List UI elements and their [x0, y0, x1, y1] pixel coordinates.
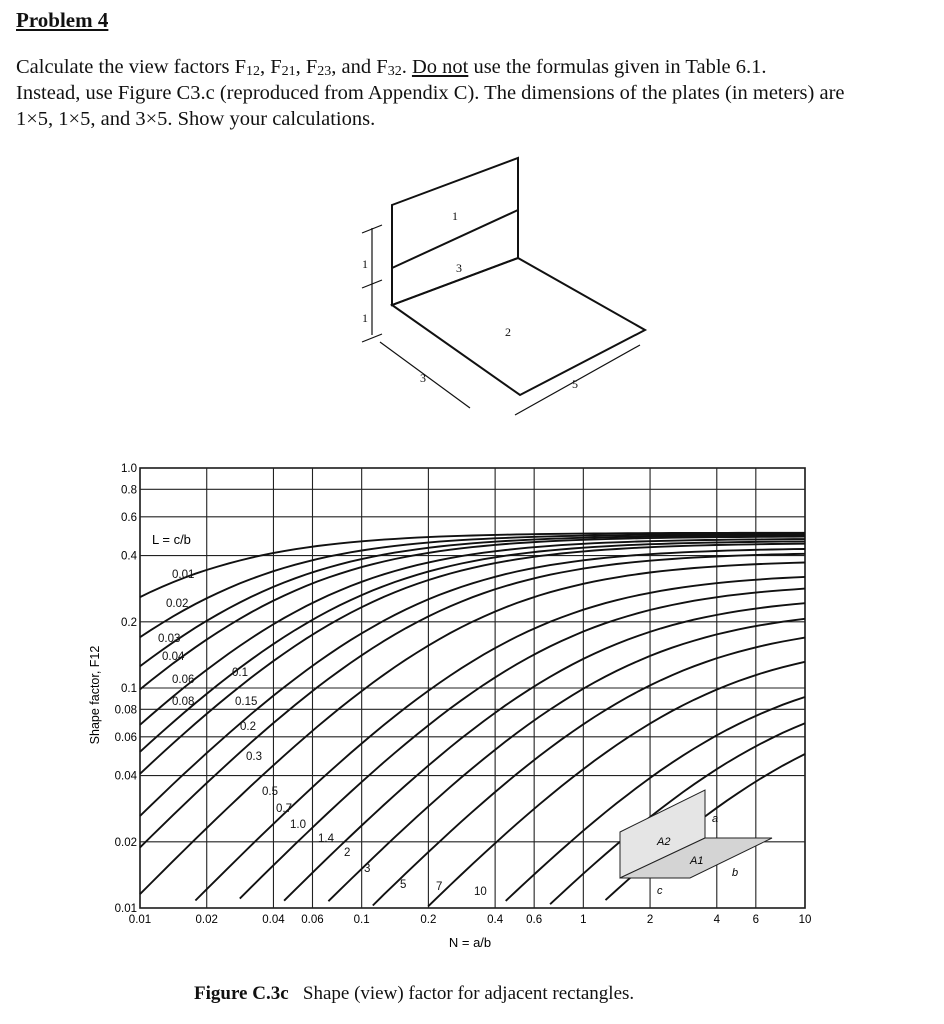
series-label-0.5: 0.5 [262, 786, 278, 798]
curve-L-1.4 [328, 619, 805, 901]
x-tick-label: 0.06 [301, 914, 324, 926]
statement-text: Instead, use Figure C3.c (reproduced from Appendix C). The dimensions of the plates (in meters) are [16, 82, 845, 104]
series-labels [158, 569, 487, 898]
x-tick-label: 0.4 [487, 914, 504, 926]
symbol-f23-sub: 23 [317, 64, 332, 79]
curve-L-0.1 [140, 544, 805, 774]
series-label-0.04: 0.04 [162, 651, 185, 663]
series-label-0.08: 0.08 [172, 696, 195, 708]
series-label-0.06: 0.06 [172, 674, 195, 686]
problem-title: Problem 4 [16, 8, 109, 32]
y-tick-label: 0.04 [114, 770, 137, 783]
y-tick-labels [115, 463, 138, 915]
sketch-label-h1: 1 [362, 257, 368, 271]
y-tick-label: 0.06 [114, 731, 137, 744]
y-axis-label: Shape factor, F12 [88, 645, 102, 745]
series-label-0.1: 0.1 [232, 667, 248, 679]
series-label-0.01: 0.01 [172, 569, 195, 581]
separator: . [401, 56, 412, 78]
x-tick-label: 2 [646, 914, 654, 926]
series-label-10: 10 [474, 886, 487, 898]
series-label-0.02: 0.02 [166, 598, 189, 610]
symbol-f12: F [234, 56, 246, 78]
x-tick-label: 0.1 [353, 914, 370, 926]
y-tick-label: 0.08 [114, 704, 137, 717]
series-label-0.7: 0.7 [276, 803, 292, 815]
x-tick-label: 0.01 [128, 914, 152, 926]
statement-text: Calculate the view factors [16, 56, 235, 78]
inset-diagram [620, 790, 772, 897]
x-tick-label: 4 [713, 914, 720, 926]
x-tick-label: 0.6 [526, 914, 543, 926]
statement-text: use the formulas given in Table 6.1. [468, 56, 767, 78]
y-tick-label: 1.0 [121, 463, 137, 475]
y-tick-label: 0.2 [121, 616, 137, 629]
symbol-f12-sub: 12 [245, 64, 260, 79]
y-tick-label: 0.8 [121, 484, 137, 497]
emphasis-do-not: Do not [411, 56, 469, 78]
x-tick-label: 1 [580, 914, 587, 926]
inset-label-a: a [712, 813, 719, 825]
sketch-label-floor: 2 [505, 325, 511, 339]
separator: , [295, 56, 306, 78]
legend-title: L = c/b [152, 532, 191, 547]
separator: , and [331, 56, 377, 78]
x-tick-label: 0.2 [420, 914, 437, 926]
y-tick-label: 0.6 [121, 511, 137, 524]
series-label-7: 7 [436, 881, 443, 893]
statement-text: 1×5, 1×5, and 3×5. Show your calculations. [16, 108, 376, 130]
figure-caption [194, 983, 634, 1005]
x-tick-label: 6 [752, 914, 760, 926]
x-tick-labels [129, 914, 812, 926]
inset-label-a1: A1 [690, 855, 704, 867]
separator: , [259, 56, 271, 78]
series-label-0.3: 0.3 [246, 751, 262, 763]
y-tick-label: 0.4 [121, 550, 137, 563]
series-label-5: 5 [400, 879, 407, 891]
series-label-0.15: 0.15 [235, 696, 258, 708]
inset-label-c: c [657, 885, 663, 897]
series-label-2: 2 [344, 847, 351, 859]
series-label-0.2: 0.2 [240, 721, 256, 733]
x-axis-label: N = a/b [448, 935, 492, 950]
symbol-f32: F [376, 56, 388, 78]
symbol-f21: F [270, 56, 282, 78]
x-tick-label: 10 [798, 914, 812, 926]
symbol-f23: F [305, 56, 318, 78]
series-label-1.4: 1.4 [318, 833, 334, 845]
caption-label: Figure C.3c [194, 983, 289, 1004]
curve-L-3 [428, 662, 805, 907]
y-tick-label: 0.02 [114, 836, 137, 849]
series-label-1.0: 1.0 [290, 819, 306, 831]
sketch-label-width: 5 [572, 377, 578, 391]
sketch-label-depth: 3 [420, 371, 426, 385]
sketch-label-mid: 3 [456, 261, 462, 275]
x-tick-label: 0.04 [262, 914, 285, 926]
curve-L-2 [373, 638, 805, 906]
inset-label-a2: A2 [657, 836, 671, 848]
sketch-label-h2: 1 [362, 311, 368, 325]
symbol-f21-sub: 21 [281, 64, 296, 79]
inset-label-b: b [732, 867, 739, 879]
series-label-0.03: 0.03 [158, 633, 181, 645]
symbol-f32-sub: 32 [387, 64, 402, 79]
y-tick-label: 0.1 [121, 683, 137, 695]
series-label-3: 3 [364, 863, 371, 875]
x-tick-label: 0.02 [195, 914, 218, 926]
sketch-label-top: 1 [452, 209, 458, 223]
y-tick-label: 0.01 [114, 903, 137, 915]
caption-text: Shape (view) factor for adjacent rectangles. [302, 983, 635, 1004]
